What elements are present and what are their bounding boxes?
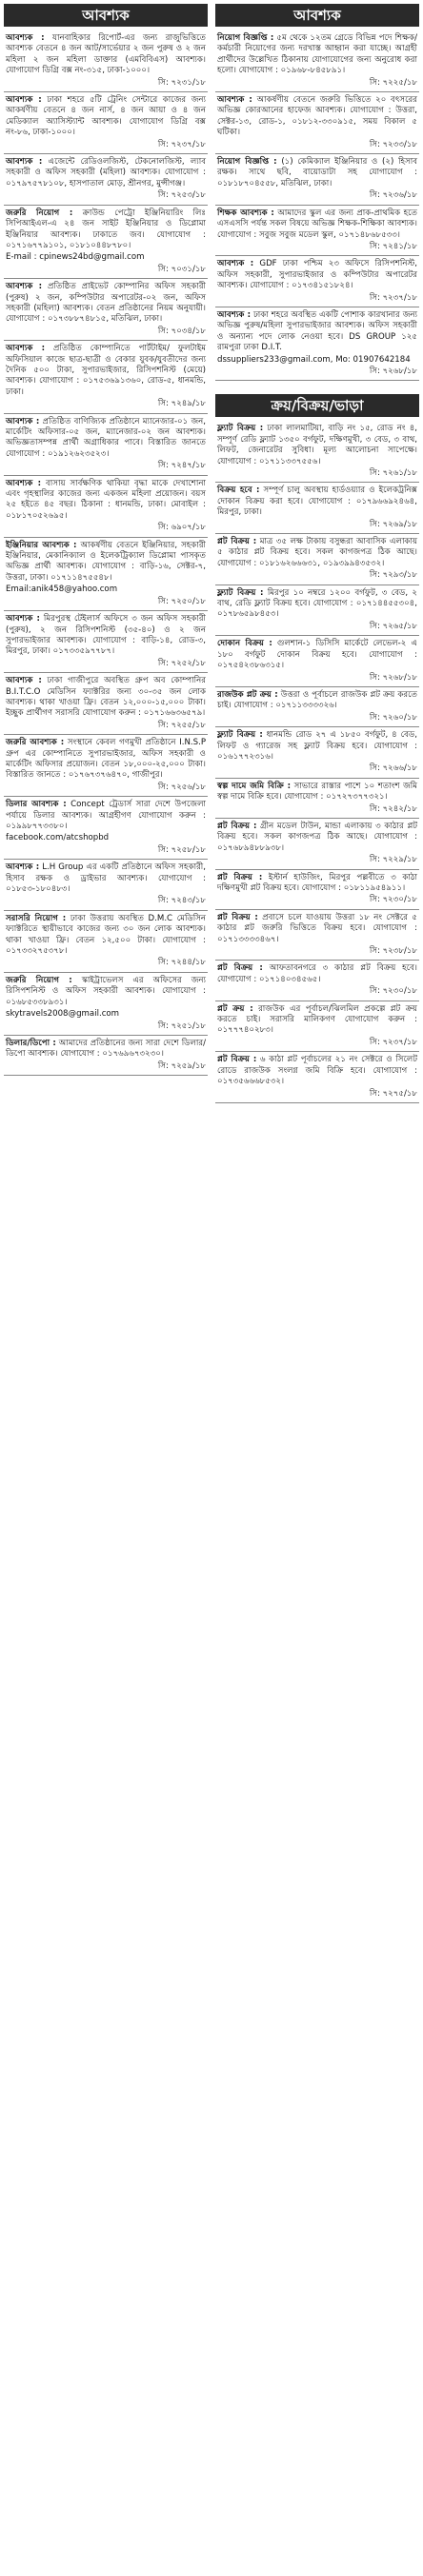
ad-body: যানবাহিকার রিপোর্ট-এর জন্য রাজুভিত্তিতে আবশ্যক বেতনে ৪ জন আট/সার্ভেয়ার ২ জন পুরুষ ও ২ জন মহিলা ২ জন মহিলা ডাক্তার (এমবিবিএস) আবশ্যক। যোগাযোগ ডিগ্রি বক্স নং-৩১৫, ঢাকা-১০০০। (6, 33, 206, 76)
ad-body: আকর্ষণীয় বেতনে ইঞ্জিনিয়ার, সহকারী ইঞ্জিনিয়ার, মেকানিক্যাল ও ইলেকট্রিক্যাল ডিপ্লোমা পাসকৃত অভিজ্ঞ প্রার্থী আবশ্যক। যোগাযোগ : বাড়ি-১৬, সেক্টর-৭, উত্তরা, ঢাকা। ০১৭১১৪৭৫৫৪৮। (6, 540, 206, 583)
ad-reference-code: সি: ৭২৫৯/১৮ (157, 1060, 206, 1071)
ad-heading: আবশ্যক : (6, 862, 40, 873)
classified-ad (215, 585, 419, 637)
ad-heading: আবশ্যক : (6, 282, 43, 292)
ad-heading: আবশ্যক : (6, 614, 40, 624)
ad-reference-code: সি: ৭২৬৮/১৮ (369, 672, 417, 683)
ad-body: L.H Group এর একটি প্রতিষ্ঠানে অফিস সহকারী, হিসাব রক্ষক ও ড্রাইভার আবশ্যক। যোগাযোগ : ০১৮৫৩-১৮০৪৮৩। (6, 862, 206, 895)
ad-heading: সরাসরি নিয়োগ : (6, 913, 67, 923)
ad-body: মাত্র ৩৫ লক্ষ টাকায় বসুন্ধরা আবাসিক এলাকায় ৫ কাঠার প্লট বিক্রয় হবে। সকল কাগজপত্র ঠিক আছে। যোগাযোগ : ০১৮১৬২৬৬৬৩১, ০১৯৩৯৯৪৩৫৩২। (217, 537, 418, 568)
ad-heading: স্বল্প দামে জমি বিক্রি : (217, 781, 292, 791)
section-header-wanted-right: আবশ্যক (215, 4, 419, 27)
ad-heading: ফ্ল্যাট বিক্রয় : (217, 424, 264, 434)
classified-ad (4, 279, 208, 341)
ad-heading: ডিলার আবশ্যক : (6, 800, 67, 810)
ad-reference-code: সি: ৭২৪৭/১৮ (157, 461, 206, 471)
ad-body: গুলশান-১ ডিসিসি মার্কেটে লেভেল-২ এ ১৮০ বর্গফুট দোকান বিক্রয় হবে। যোগাযোগ : ০১৭৫৪২৩৮৬৩১৫। (217, 639, 417, 671)
ad-body: আমাদের প্রতিষ্ঠানের জন্য সারা দেশে ডিলার/ডিপো আবশ্যক। যোগাযোগ : ০১৭৬৯৬৭৩২৩০। (6, 1038, 206, 1060)
left-ad-list (4, 30, 208, 1076)
ad-reference-code: সি: ৭২৫৮/১৮ (157, 844, 206, 855)
ad-reference-code: সি: ৭২৬৫/১৮ (369, 621, 417, 631)
ad-heading: আবশ্যক : (217, 259, 254, 269)
classified-ad (4, 860, 208, 911)
buy-sell-ad-list (215, 421, 419, 1103)
ad-body: (১) কেমিক্যাল ইঞ্জিনিয়ার ও (২) হিসাব রক্ষক। সাথে ছবি, বায়োডাটা সহ যোগাযোগ : ০১৮১৮৭০৪৫৫৮, মতিঝিল, ঢাকা। (217, 157, 417, 188)
ad-contact-extra: dssuppliers233@gmail.com, Mo: 01907642184 (217, 354, 411, 365)
ad-heading: প্লট ক্রয় : (217, 1003, 253, 1014)
ad-reference-code: সি: ৭২৩০/১৮ (369, 895, 417, 905)
ad-body: গ্রীন মডেল টাউন, মান্ডা এলাকায় ৩ কাঠার প্লট বিক্রয় হবে। সকল কাগজপত্র ঠিক আছে। যোগাযোগ : ০১৭৬৮৯৪৮৮৯৩৮। (217, 821, 417, 853)
ad-heading: নিয়োগ বিজ্ঞপ্তি : (217, 157, 277, 168)
ad-body: মিরপুর ১০ নম্বরে ১২০০ বর্গফুট, ৩ বেড, ২ বাথ, রেডি ফ্ল্যাট বিক্রয় হবে। যোগাযোগ : ০১৭১৪৪৫৫৩০৪, ০১৭৮৬৫৯৮৪৫৩। (217, 587, 417, 620)
classified-ad (215, 636, 419, 687)
ad-body: আফতাবনগরে ৩ কাঠার প্লট বিক্রয় হবে। যোগাযোগ : ০১৭১৪০৩৪৫৬৫। (217, 963, 417, 984)
classified-ad (215, 910, 419, 961)
ad-reference-code: সি: ৭২৩৭/১৮ (369, 1037, 417, 1047)
ad-reference-code: সি: ৭২৬৮/১৮ (369, 366, 417, 376)
ad-reference-code: সি: ৭২৯৩/১৮ (369, 570, 417, 581)
ad-heading: ফ্ল্যাট বিক্রয় : (217, 730, 263, 741)
ad-reference-code: সি: ৭২৪১/১৮ (369, 241, 417, 251)
ad-reference-code: সি: ৭০৩১/১৮ (157, 264, 206, 274)
ad-body: Concept ট্রেডার্স সারা দেশে উপজেলা পর্যায়ে ডিলার আবশ্যক। আগ্রহীগণ যোগাযোগ করুন : ০১৯৯৮৭৭৩৩৮০। (6, 800, 207, 831)
ad-heading: প্লট বিক্রয় : (217, 537, 257, 547)
ad-body: এজেন্টে রেডিওলজিস্ট, টেকনোলজিস্ট, ল্যাব সহকারী ও অফিস সহকারী (মহিলা) আবশ্যক। যোগাযোগ : ০১৭৯৭৫৭৮১০৮, হাসপাতাল মোড়, শ্রীনগর, মুন্সীগঞ্জ। (6, 157, 206, 188)
ad-heading: আবশ্যক : (6, 157, 43, 168)
ad-heading: আবশ্যক : (6, 416, 40, 426)
classified-ad (4, 797, 208, 860)
ad-heading: আবশ্যক : (6, 676, 42, 686)
classified-ad (215, 819, 419, 870)
ad-contact-extra: E-mail : cpinews24bd@gmail.com (6, 252, 145, 263)
ad-body: বাসায় সার্বক্ষণিক থাকিয়া বৃদ্ধা মাকে দেখাশোনা এবং গৃহস্থালির কাজের জন্য একজন মহিলা প্রয়োজন। বয়স ২৫ হইতে ৪৫ বছর। ঠিকানা : ধানমন্ডি, ঢাকা। মোবাইল : ০১৮১৭০৫২৬৯৫। (6, 478, 206, 521)
ad-body: আকর্ষণীয় বেতনে জরুরি ভিত্তিতে ২০ বৎসরের অভিজ্ঞ কোরআনের হাফেজ আবশ্যক। যোগাযোগ : উত্তরা, সেক্টর-১৩, রোড-১, ০১৮১২-৩৩০৯১৫, সময় বিকাল ৫ ঘটিকা। (217, 95, 417, 138)
ad-heading: আবশ্যক : (6, 95, 42, 106)
classified-ad (215, 30, 419, 92)
ad-contact-extra: facebook.com/atcshopbd (6, 833, 110, 843)
ad-heading: প্লট বিক্রয় : (217, 912, 258, 922)
ad-reference-code: সি: ৭২৭৫/১৮ (369, 1088, 417, 1099)
ad-reference-code: সি: ৭২৬০/১৮ (369, 712, 417, 723)
ad-heading: আবশ্যক : (6, 478, 42, 488)
ad-heading: দোকান বিক্রয় : (217, 639, 272, 649)
classified-ad (215, 687, 419, 727)
ad-body: স্কাইট্রাভেলস এর অফিসের জন্য রিসিপশনিস্ট ও অফিস সহকারী আবশ্যক। যোগাযোগ : ০১৬৮৫৩৩৮৯৩১। (6, 975, 207, 1007)
ad-reference-code: সি: ৭২৩৬/১৮ (369, 190, 417, 201)
ad-heading: প্লট বিক্রয় : (217, 1055, 257, 1065)
ad-reference-code: সি: ৭০৩৪/১৮ (157, 326, 206, 336)
section-header-wanted-left: আবশ্যক (4, 4, 208, 27)
ad-heading: জরুরি নিয়োগ : (6, 975, 72, 985)
ad-body: প্রতিষ্ঠিত বাণিজ্যিক প্রতিষ্ঠানে ম্যানেজার-০১ জন, মার্কেটিং অফিসার-০৫ জন, ম্যানেজার-০২ জন আবশ্যক। অভিজ্ঞতাসম্পন্ন প্রার্থী অগ্রাধিকার পাবে। বিস্তারিত জানতে যোগাযোগ : ০১৯১২৬২৩৫২৩। (6, 416, 207, 459)
classified-ad (4, 154, 208, 206)
ad-heading: রাজউক প্লট ক্রয় : (217, 689, 278, 700)
classified-ad (215, 483, 419, 534)
ad-heading: প্লট বিক্রয় : (217, 963, 263, 974)
classified-ad (4, 735, 208, 797)
ad-contact-extra: skytravels2008@gmail.com (6, 1009, 120, 1020)
ad-body: ক্রাউন্ড পেট্রো ইঞ্জিনিয়ারিং লিঃ সিপিআইএল-এ ২৪ জন সাইট ইঞ্জিনিয়ার ও ডিপ্লোমা ইঞ্জিনিয়ার আবশ্যক। ঢাকাতে জব। যোগাযোগ : ০১৭১৬৭৭৯১০১, ০১৮১০৪৪৮৭৮০। (6, 208, 207, 250)
classified-ad (215, 307, 419, 381)
ad-body: ঢাকা শহরে ৫টি ট্রেনিং সেন্টারে কাজের জন্য আকর্ষণীয় বেতনে ৪ জন নার্স, ৪ জন আয়া ও ৪ জন মেডিক্যাল অ্যাসিস্ট্যান্ট আবশ্যক। যোগাযোগ ডিগ্রি বক্স নং-৮৬, ঢাকা-১০০০। (6, 95, 207, 138)
classified-ad (4, 476, 208, 538)
classified-ad (215, 779, 419, 819)
ad-reference-code: সি: ৭২৫৬/১৮ (157, 782, 206, 792)
classified-ad (4, 92, 208, 154)
ad-reference-code: সি: ৭২৬১/১৮ (369, 468, 417, 478)
ad-body: আমাদের স্কুল এর জন্য প্রাক-প্রাথমিক হতে এসএসসি পর্যন্ত সকল বিষয়ে অভিজ্ঞ শিক্ষক-শিক্ষিকা আবশ্যক। যোগাযোগ : সবুজ সবুজ মডেল স্কুল, ০১৭১৪৮৬৮৫৩৩। (217, 208, 417, 240)
ad-body: ঢাকা লালমাটিয়া, বাড়ি নং ১৫, রোড নং ৪, সম্পূর্ণ রেডি ফ্ল্যাট ১৩৫০ বর্গফুট, দক্ষিণমুখী, ৩ বেড, ৩ বাথ, লিফট, জেনারেটর সুবিধা। মূল্য আলোচনা সাপেক্ষে। যোগাযোগ : ০১৭১১৩৩৭৫৫৬। (217, 424, 418, 466)
ad-body: রাজউক এর পূর্বাচল/ঝিলমিল প্রকল্পে প্লট ক্রয় করতে চাই। সরাসরি মালিকগণ যোগাযোগ করুন : ০১৭৭৭৪০২৮৩। (217, 1003, 417, 1036)
classified-ad (4, 973, 208, 1036)
ad-reference-code: সি: ৭২৪৩/১৮ (157, 896, 206, 906)
ad-heading: ইঞ্জিনিয়ার আবশ্যক : (6, 540, 77, 550)
ad-heading: ফ্ল্যাট বিক্রয় : (217, 587, 264, 598)
classified-ad (4, 673, 208, 735)
classified-ad (4, 538, 208, 611)
classified-ad (215, 961, 419, 1001)
ad-body: ঢাকা গাজীপুরে অবস্থিত গ্রুপ অব কোম্পানির B.I.T.C.O মেডিসিন ফ্যাক্টরির জন্য ৩০-৩৫ জন লোক আবশ্যক। থাকা খাওয়া ফ্রি। বেতন ১২,০০০-১৫,০০০ টাকা। ইচ্ছুক প্রার্থীগণ সরাসরি যোগাযোগ করুন : ০১৭১৬৬৩৬৫৭৯। (6, 676, 206, 719)
ad-body: সম্পূর্ণ চালু অবস্থায় হার্ডওয়্যার ও ইলেকট্রনিক্স দোকান বিক্রয় করা হবে। যোগাযোগ : ০১৭৯৬৬৯২৪৬৪, মিরপুর, ঢাকা। (217, 485, 417, 518)
ad-heading: আবশ্যক : (6, 344, 46, 354)
ad-reference-code: সি: ৭২৪৪/১৮ (157, 958, 206, 968)
right-column (215, 4, 419, 1103)
ad-reference-code: সি: ৭২২৯/১৮ (369, 855, 417, 865)
ad-reference-code: সি: ৬৯০৭/১৮ (157, 523, 206, 533)
ad-reference-code: সি: ৭২৫৫/১৮ (157, 720, 206, 730)
ad-heading: নিয়োগ বিজ্ঞপ্তি : (217, 33, 274, 43)
ad-body: প্রতিষ্ঠিত প্রাইভেট কোম্পানির অফিস সহকারী (পুরুষ) ২ জন, কম্পিউটার অপারেটর-০২ জন, অফিস সহকারী (মহিলা) আবশ্যক। বেতন প্রতিষ্ঠানের নিয়ম অনুযায়ী। যোগাযোগ : ০১৭৩৮৮৭৪৮১৫, মতিঝিল, ঢাকা। (6, 282, 207, 325)
ad-heading: বিক্রয় হবে : (217, 485, 260, 496)
classified-ad (4, 911, 208, 973)
classified-ad (215, 92, 419, 154)
classified-ad (215, 534, 419, 585)
ad-heading: আবশ্যক : (6, 33, 45, 43)
ad-reference-code: সি: ৭২৫২/১৮ (157, 658, 206, 668)
ad-body: মিরপুরস্থ টেইলার্স অফিসে ৩ জন অফিস সহকারী (পুরুষ), ২ জন রিসিপশনিস্ট (৩৫-৪০) ও ২ জন সুপারভাইজার আবশ্যক। যোগাযোগ : বাড়ি-১৪, রোড-৩, মিরপুর, ঢাকা। ০১৭৩৩৫৯৭৭৮৭। (6, 614, 207, 657)
ad-reference-code: সি: ৭২৩৭/১৮ (157, 139, 206, 149)
ad-heading: আবশ্যক : (217, 309, 252, 320)
ad-reference-code: সি: ৭২৩৭/১৮ (369, 292, 417, 303)
classified-ad (215, 421, 419, 483)
ad-reference-code: সি: ৭২৩৩/১৮ (369, 139, 417, 149)
classified-ad (215, 727, 419, 779)
ad-body: ইস্টার্ন হাউজিং, মিরপুর পল্লবীতে ৩ কাঠা দক্ষিণমুখী প্লট বিক্রয় হবে। যোগাযোগ : ০১৮১১৯৫৪৯১১। (217, 872, 418, 893)
ad-heading: জরুরি আবশ্যক : (6, 738, 65, 748)
classified-ad (4, 414, 208, 476)
ad-body: সংস্থানে কেবল গণমুখী প্রতিষ্ঠানে I.N.S.P গ্রুপ এর কোম্পানিতে সুপারভাইজার, অফিস সহকারী ও মার্কেটিং অফিসার প্রয়োজন। বেতন ১৮,০০০-২৫,০০০ টাকা। বিস্তারিত জানতে : ০১৭৬৭৩৭৬৪৭০, গাজীপুর। (6, 738, 207, 781)
ad-reference-code: সি: ৭২৫০/১৮ (157, 596, 206, 606)
ad-contact-extra: Email:anik458@yahoo.com (6, 585, 118, 595)
ad-body: সাভারে রাস্তার পাশে ১০ শতাংশ জমি স্বল্প দামে বিক্রি হবে। যোগাযোগ : ০১৭২৭৩৭৭৩২১। (217, 781, 418, 803)
right-ad-list (215, 30, 419, 381)
ad-reference-code: সি: ৭২৬৯/১৮ (369, 519, 417, 529)
ad-body: ঢাকা উত্তরায় অবস্থিত D.M.C মেডিসিন ফ্যাক্টরিতে স্থায়ীভাবে কাজের জন্য ৩০ জন লোক আবশ্যক। থাকা খাওয়া ফ্রি। বেতন ১২,৫০০ টাকা। যোগাযোগ : ০১৭৩৩২৭৫৩৭৮। (6, 913, 206, 957)
classified-ad (4, 206, 208, 279)
classified-ad (4, 1036, 208, 1076)
classified-ad (215, 154, 419, 206)
ad-reference-code: সি: ৭২৪৯/১৮ (157, 399, 206, 409)
ad-reference-code: সি: ৭২৫৩/১৮ (157, 190, 206, 201)
ad-body: প্রতিষ্ঠিত কোম্পানিতে পার্টটাইম/ ফুলটাইম অফিসিয়াল কাজে ছাত্র-ছাত্রী ও বেকার যুবক/যুবতীদের জন্য দৈনিক ৫০০ টাকা, সুপারভাইজার, রিসিপশনিস্ট (মেয়ে) আবশ্যক। যোগাযোগ : ০১৭৫৩৬৯১৩৬০, রোড-৫, ধানমন্ডি, ঢাকা। (6, 344, 207, 397)
ad-reference-code: সি: ৭২২৫/১৮ (369, 77, 417, 88)
ad-body: প্রবাসে চলে যাওয়ায় উত্তরা ১৮ নং সেক্টরে ৫ কাঠার প্লট জরুরি ভিত্তিতে বিক্রয় হবে। যোগাযোগ : ০১৭১৩৩৩৩৪৬৭। (217, 912, 417, 944)
classified-ad (215, 1001, 419, 1053)
classified-ad (215, 870, 419, 910)
ad-heading: প্লট বিক্রয় : (217, 872, 263, 882)
ad-body: ধানমন্ডি রোড ২৭ এ ১৮৫০ বর্গফুট, ৪ বেড, লিফট ও গ্যারেজ সহ ফ্ল্যাট বিক্রয় হবে। যোগাযোগ : ০১৬১৭৭২৩১৬। (217, 730, 417, 762)
left-column (4, 4, 208, 1076)
classified-ad (4, 611, 208, 673)
section-header-buy-sell-rent: ক্রয়/বিক্রয়/ভাড়া (215, 394, 419, 417)
ad-reference-code: সি: ৭২৩১/১৮ (157, 77, 206, 88)
classified-ad (215, 1052, 419, 1103)
classified-ad (215, 206, 419, 257)
ad-body: ৬ কাঠা প্লট পূর্বাচলের ২১ নং সেক্টরে ও সিলেট রোডে রাজউক সংলগ্ন জমি বিক্রি হবে। যোগাযোগ : ০১৭৩৫৬৬৬৮৫৩২। (217, 1055, 417, 1087)
classified-ad (4, 341, 208, 413)
classified-ad (215, 256, 419, 307)
ad-heading: প্লট বিক্রয় : (217, 821, 257, 831)
ad-heading: জরুরি নিয়োগ : (6, 208, 73, 218)
ad-reference-code: সি: ৭২৫১/১৮ (157, 1020, 206, 1031)
ad-reference-code: সি: ৭২৪২/১৮ (369, 803, 417, 814)
ad-body: উত্তরা ও পূর্বাচলে রাজউক প্লট ক্রয় করতে চাই। যোগাযোগ : ০১৭১১৩৩৩৩২৬। (217, 689, 418, 711)
ad-reference-code: সি: ৭২৬৬/১৮ (369, 763, 417, 774)
ad-heading: ডিলার/ডিপো : (6, 1038, 56, 1048)
ad-body: GDF ঢাকা পশ্চিম ২৩ অফিসে রিসিপশনিস্ট, অফিস সহকারী, সুপারভাইজার ও কম্পিউটার অপারেটর আবশ্যক। যোগাযোগ : ০১৭৩৪১৫১৮২৪। (217, 259, 417, 291)
classified-ad (4, 30, 208, 92)
ad-reference-code: সি: ৭২৩৮/১৮ (369, 946, 417, 957)
ad-body: ৫ম থেকে ১২তম গ্রেডে বিভিন্ন পদে শিক্ষক/কর্মচারী নিয়োগের জন্য দরখাস্ত আহ্বান করা যাচ্ছে। আগ্রহী প্রার্থীদের উল্লেখিত ঠিকানায় যোগাযোগের জন্য অনুরোধ করা হলো। যোগাযোগ : ০১৯৬৮-৮৪৫৮৯১। (217, 33, 418, 76)
ad-heading: শিক্ষক আবশ্যক : (217, 208, 274, 218)
ad-heading: আবশ্যক : (217, 95, 252, 106)
ad-reference-code: সি: ৭২৩০/১৮ (369, 986, 417, 997)
ad-body: ঢাকা শহরে অবস্থিত একটি পোশাক কারখানার জন্য অভিজ্ঞ পুরুষ/মহিলা সুপারভাইজার আবশ্যক। অফিস সহকারী ও অন্যান্য পদে লোক নেওয়া হবে। DS GROUP ১২৫ রামপুরা ঢাকা D.I.T. (217, 309, 418, 353)
